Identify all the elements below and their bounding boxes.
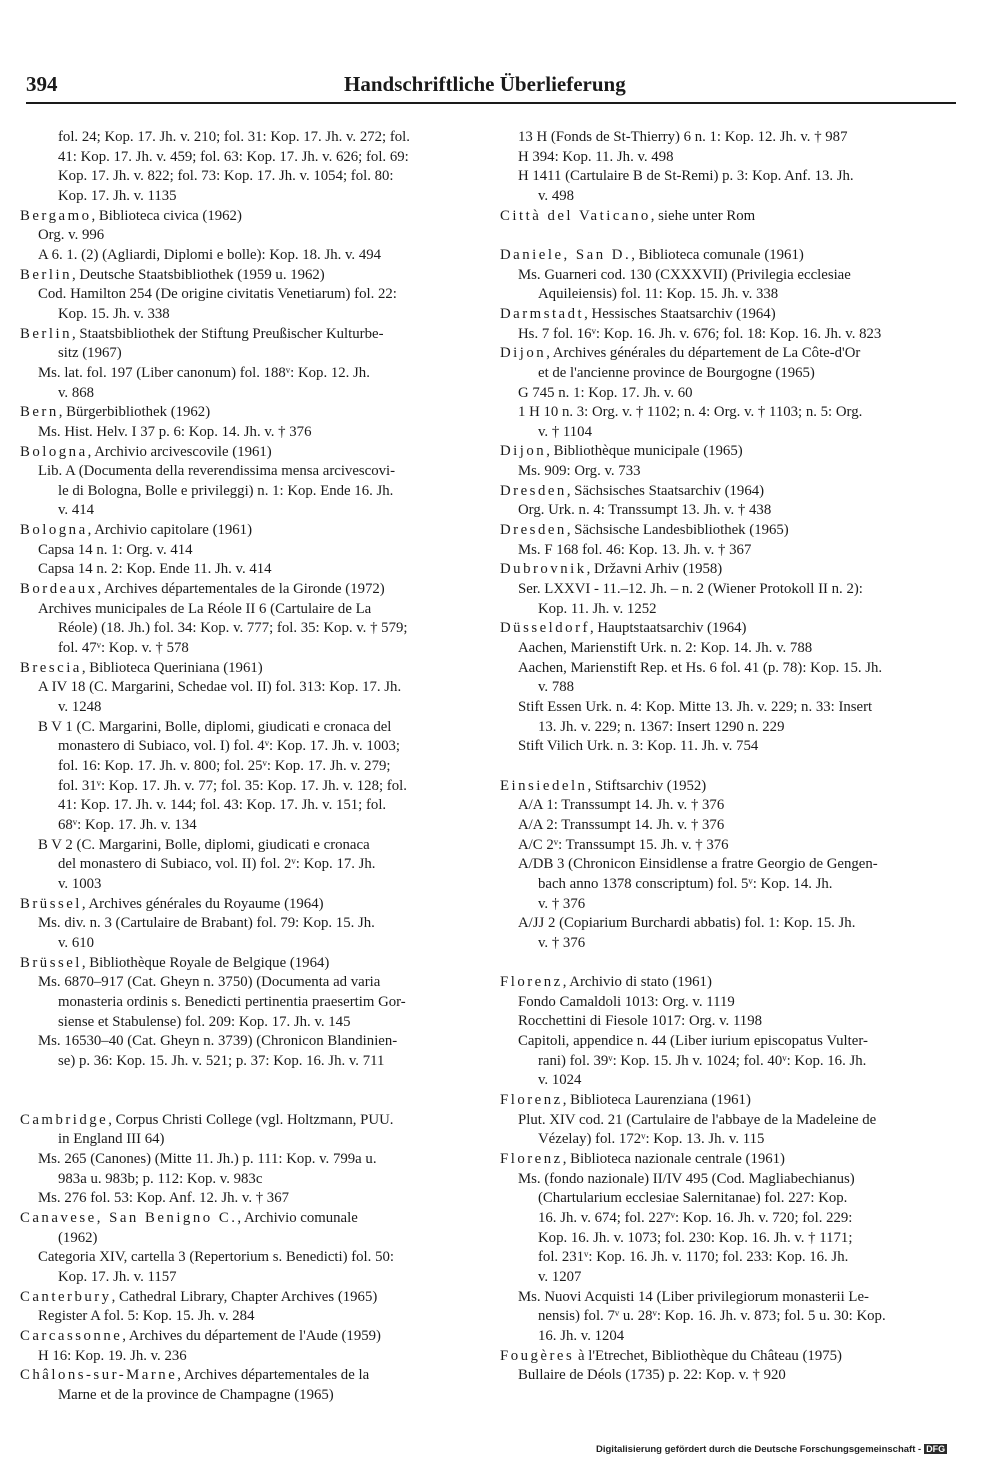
entry-text: Ms. (fondo nazionale) II/IV 495 (Cod. Magliabechianus) <box>518 1170 855 1187</box>
entry-text: , Archivio arcivescovile (1961) <box>87 443 272 460</box>
entry-text: , Stiftsarchiv (1952) <box>587 777 707 794</box>
entry-line <box>500 167 960 187</box>
entry-text: Ms. lat. fol. 197 (Liber canonum) fol. 188ᵛ: Kop. 12. Jh. <box>38 364 370 381</box>
entry-text: Kop. 11. Jh. v. 1252 <box>538 600 657 617</box>
entry-text: v. 1248 <box>58 699 102 716</box>
entry-line <box>500 1248 960 1268</box>
entry-heading-line <box>500 482 960 502</box>
entry-line <box>20 1130 475 1150</box>
entry-line <box>500 1288 960 1308</box>
entry-line <box>500 678 960 698</box>
entry-line <box>20 384 475 404</box>
entry-line <box>20 1268 475 1288</box>
entry-line <box>500 187 960 207</box>
entry-heading-line <box>500 344 960 364</box>
entry-line <box>20 973 475 993</box>
entry-text: 41: Kop. 17. Jh. v. 144; fol. 43: Kop. 17. Jh. v. 151; fol. <box>58 797 387 814</box>
entry-line <box>500 698 960 718</box>
entry-line <box>20 777 475 797</box>
entry-line <box>500 1229 960 1249</box>
place-name: Brüssel <box>20 954 82 971</box>
place-name: Berlin <box>20 325 72 342</box>
entry-text: Ms. 265 (Canones) (Mitte 11. Jh.) p. 111: Kop. v. 799a u. <box>38 1151 377 1168</box>
entry-text: fol. 16: Kop. 17. Jh. v. 800; fol. 25ᵛ: Kop. 17. Jh. v. 279; <box>58 758 391 774</box>
entry-text: , Hessisches Staatsarchiv (1964) <box>584 305 776 322</box>
place-name: Bergamo <box>20 207 92 224</box>
entry-line <box>20 619 475 639</box>
place-name: Fougères <box>500 1347 575 1364</box>
entry-text: , Biblioteca Queriniana (1961) <box>81 659 263 676</box>
entry-text: Bullaire de Déols (1735) p. 22: Kop. v. † 920 <box>518 1367 786 1384</box>
entry-text: et de l'ancienne province de Bourgogne (1965) <box>538 364 815 381</box>
blank-line <box>500 226 960 246</box>
place-name: Dijon <box>500 345 547 362</box>
page-header <box>26 72 956 104</box>
entry-line <box>20 639 475 659</box>
entry-line <box>20 796 475 816</box>
entry-text: le di Bologna, Bolle e privileggi) n. 1: Kop. Ende 16. Jh. <box>58 482 394 499</box>
entry-text: 16. Jh. v. 1204 <box>538 1327 625 1344</box>
entry-text: Org. v. 996 <box>38 227 105 244</box>
entry-text: Ms. Guarneri cod. 130 (CXXXVII) (Privilegia ecclesiae <box>518 266 851 283</box>
entry-heading-line <box>500 560 960 580</box>
entry-line <box>20 757 475 777</box>
entry-text: , Archives départementales de la <box>177 1367 370 1384</box>
entry-text: , Biblioteca comunale (1961) <box>631 246 804 263</box>
dfg-logo: DFG <box>926 1444 946 1454</box>
entry-line <box>500 423 960 443</box>
entry-line <box>20 1386 475 1406</box>
entry-line <box>20 462 475 482</box>
entry-text: A/A 1: Transsumpt 14. Jh. v. † 376 <box>518 797 725 814</box>
entry-line <box>20 482 475 502</box>
place-name: Bordeaux <box>20 581 98 598</box>
entry-text: A/JJ 2 (Copiarium Burchardi abbatis) fol. 1: Kop. 15. Jh. <box>518 915 856 932</box>
entry-line <box>20 1189 475 1209</box>
blank-line <box>20 1072 475 1092</box>
place-name: Dresden <box>500 482 567 499</box>
entry-text: Kop. 16. Jh. v. 1073; fol. 230: Kop. 16. Jh. v. † 1171; <box>538 1229 853 1246</box>
entry-text: Ms. 6870–917 (Cat. Gheyn n. 3750) (Documenta ad varia <box>38 974 381 991</box>
entry-line <box>20 855 475 875</box>
entry-heading-line <box>20 1366 475 1386</box>
entry-heading-line <box>20 403 475 423</box>
entry-text: , Biblioteca nazionale centrale (1961) <box>562 1151 785 1168</box>
entry-text: Ms. Hist. Helv. I 37 p. 6: Kop. 14. Jh. v. † 376 <box>38 423 312 440</box>
entry-heading-line <box>500 1347 960 1367</box>
place-name: Berlin <box>20 266 72 283</box>
entry-line <box>500 895 960 915</box>
entry-text: v. † 376 <box>538 934 586 951</box>
entry-line <box>20 541 475 561</box>
entry-text: Capitoli, appendice n. 44 (Liber iurium episcopatus Vulter- <box>518 1033 868 1050</box>
entry-text: 983a u. 983b; p. 112: Kop. v. 983c <box>58 1170 263 1187</box>
entry-text: , Archivio di stato (1961) <box>562 974 712 991</box>
entry-heading-line <box>20 895 475 915</box>
entry-text: Ms. Nuovi Acquisti 14 (Liber privilegiorum monasterii Le- <box>518 1288 869 1305</box>
entry-text: , Archives du département de l'Aude (1959) <box>122 1328 381 1344</box>
entry-text: , Hauptstaatsarchiv (1964) <box>589 620 747 637</box>
entry-text: H 16: Kop. 19. Jh. v. 236 <box>38 1347 187 1364</box>
entry-text: , Deutsche Staatsbibliothek (1959 u. 1962) <box>72 266 325 283</box>
entry-line <box>20 501 475 521</box>
place-name: Bologna <box>20 443 88 460</box>
entry-text: Ms. 909: Org. v. 733 <box>518 463 641 480</box>
entry-text: Ms. 276 fol. 53: Kop. Anf. 12. Jh. v. † 367 <box>38 1190 290 1207</box>
entry-line <box>500 1071 960 1091</box>
entry-heading-line <box>20 1209 475 1229</box>
entry-text: , Archives départementales de la Gironde (1972) <box>97 581 385 598</box>
entry-line <box>500 1327 960 1347</box>
entry-text: Aachen, Marienstift Urk. n. 2: Kop. 14. Jh. v. 788 <box>518 640 813 657</box>
entry-text: , Bürgerbibliothek (1962) <box>58 404 211 421</box>
entry-text: G 745 n. 1: Kop. 17. Jh. v. 60 <box>518 384 693 401</box>
entry-text: v. 788 <box>538 679 575 696</box>
entry-heading-line <box>20 521 475 541</box>
blank-line <box>20 1091 475 1111</box>
entry-text: H 1411 (Cartulaire B de St-Remi) p. 3: Kop. Anf. 13. Jh. <box>518 168 854 185</box>
entry-heading-line <box>500 1091 960 1111</box>
entry-heading-line <box>20 1288 475 1308</box>
entry-line <box>500 325 960 345</box>
entry-heading-line <box>500 246 960 266</box>
entry-line <box>20 285 475 305</box>
entry-line <box>500 1189 960 1209</box>
entry-text: Categoria XIV, cartella 3 (Repertorium s. Benedicti) fol. 50: <box>38 1249 394 1266</box>
entry-text: fol. 24; Kop. 17. Jh. v. 210; fol. 31: Kop. 17. Jh. v. 272; fol. <box>58 129 410 145</box>
right-column <box>500 128 960 1386</box>
entry-line <box>20 1150 475 1170</box>
entry-text: monastero di Subiaco, vol. I) fol. 4ᵛ: Kop. 17. Jh. v. 1003; <box>58 738 401 755</box>
entry-text: Kop. 15. Jh. v. 338 <box>58 305 170 322</box>
entry-text: Réole) (18. Jh.) fol. 34: Kop. v. 777; fol. 35: Kop. v. † 579; <box>58 620 408 637</box>
place-name: Dubrovnik <box>500 561 587 578</box>
entry-line <box>500 266 960 286</box>
entry-text: , Archives générales du Royaume (1964) <box>81 895 324 912</box>
entry-text: (Chartularium ecclesiae Salernitanae) fol. 227: Kop. <box>538 1190 848 1207</box>
entry-text: Register A fol. 5: Kop. 15. Jh. v. 284 <box>38 1308 255 1325</box>
entry-line <box>20 836 475 856</box>
entry-text: rani) fol. 39ᵛ: Kop. 15. Jh v. 1024; fol. 40ᵛ: Kop. 16. Jh. <box>538 1052 867 1069</box>
entry-text: , Cathedral Library, Chapter Archives (1965) <box>111 1288 378 1305</box>
entry-text: A/A 2: Transsumpt 14. Jh. v. † 376 <box>518 816 725 833</box>
entry-text: B V 2 (C. Margarini, Bolle, diplomi, giudicati e cronaca <box>38 836 370 853</box>
left-column <box>20 128 475 1406</box>
page-number: 394 <box>26 72 58 96</box>
entry-text: nensis) fol. 7ᵛ u. 28ᵛ: Kop. 16. Jh. v. 873; fol. 5 u. 30: Kop. <box>538 1308 886 1325</box>
entry-line <box>20 1013 475 1033</box>
place-name: Brüssel <box>20 895 82 912</box>
place-name: Darmstadt <box>500 305 585 322</box>
entry-text: Vézelay) fol. 172ᵛ: Kop. 13. Jh. v. 115 <box>538 1131 765 1148</box>
place-name: Bologna <box>20 522 88 539</box>
entry-line <box>500 128 960 148</box>
entry-heading-line <box>20 1111 475 1131</box>
entry-line <box>500 855 960 875</box>
entry-line <box>500 1170 960 1190</box>
entry-line <box>500 1130 960 1150</box>
entry-text: Capsa 14 n. 2: Kop. Ende 11. Jh. v. 414 <box>38 561 272 578</box>
place-name: Canavese, San Benigno C. <box>20 1210 238 1227</box>
place-name: Einsiedeln <box>500 777 588 794</box>
running-title: Handschriftliche Überlieferung <box>344 72 626 96</box>
place-name: Düsseldorf <box>500 620 590 637</box>
entry-heading-line <box>500 442 960 462</box>
entry-line <box>500 816 960 836</box>
entry-text: v. † 1104 <box>538 423 592 440</box>
entry-text: Archives municipales de La Réole II 6 (Cartulaire de La <box>38 600 372 617</box>
entry-line <box>20 1229 475 1249</box>
entry-text: del monastero di Subiaco, vol. II) fol. 2ᵛ: Kop. 17. Jh. <box>58 856 376 873</box>
blank-line <box>500 954 960 974</box>
entry-text: 41: Kop. 17. Jh. v. 459; fol. 63: Kop. 17. Jh. v. 626; fol. 69: <box>58 148 409 165</box>
entry-line <box>20 305 475 325</box>
entry-text: Lib. A (Documenta della reverendissima mensa arcivescovi- <box>38 463 396 480</box>
entry-text: Stift Essen Urk. n. 4: Kop. Mitte 13. Jh. v. 229; n. 33: Insert <box>518 699 873 716</box>
entry-heading-line <box>500 521 960 541</box>
entry-text: 13 H (Fonds de St-Thierry) 6 n. 1: Kop. 12. Jh. v. † 987 <box>518 129 848 145</box>
place-name: Florenz <box>500 1092 563 1109</box>
entry-text: A 6. 1. (2) (Agliardi, Diplomi e bolle): Kop. 18. Jh. v. 494 <box>38 246 382 263</box>
entry-heading-line <box>500 619 960 639</box>
entry-text: 13. Jh. v. 229; n. 1367: Insert 1290 n. 229 <box>538 718 785 735</box>
entry-heading-line <box>20 266 475 286</box>
entry-line <box>500 1268 960 1288</box>
entry-line <box>20 1248 475 1268</box>
entry-line <box>500 796 960 816</box>
place-name: Carcassonne <box>20 1328 123 1344</box>
entry-text: A IV 18 (C. Margarini, Schedae vol. II) fol. 313: Kop. 17. Jh. <box>38 679 402 696</box>
entry-text: Plut. XIV cod. 21 (Cartulaire de l'abbaye de la Madeleine de <box>518 1111 877 1128</box>
entry-line <box>500 1209 960 1229</box>
entry-line <box>500 148 960 168</box>
entry-heading-line <box>20 207 475 227</box>
funding-footer <box>596 1444 947 1455</box>
place-name: Dresden <box>500 522 567 539</box>
entry-text: 68ᵛ: Kop. 17. Jh. v. 134 <box>58 816 197 833</box>
entry-heading-line <box>500 305 960 325</box>
entry-line <box>20 600 475 620</box>
entry-heading-line <box>20 954 475 974</box>
entry-line <box>500 1307 960 1327</box>
entry-line <box>20 1307 475 1327</box>
entry-line <box>500 501 960 521</box>
entry-text: A/C 2ᵛ: Transsumpt 15. Jh. v. † 376 <box>518 836 729 853</box>
entry-text: , Archivio capitolare (1961) <box>87 522 253 539</box>
entry-line <box>500 285 960 305</box>
entry-line <box>20 364 475 384</box>
place-name: Florenz <box>500 1151 563 1168</box>
entry-text: Hs. 7 fol. 16ᵛ: Kop. 16. Jh. v. 676; fol. 18: Kop. 16. Jh. v. 823 <box>518 325 882 342</box>
entry-line <box>500 541 960 561</box>
entry-line <box>500 403 960 423</box>
entry-line <box>20 678 475 698</box>
blank-line <box>500 757 960 777</box>
entry-text: Ms. F 168 fol. 46: Kop. 13. Jh. v. † 367 <box>518 541 752 558</box>
entry-line <box>500 1052 960 1072</box>
entry-text: 16. Jh. v. 674; fol. 227ᵛ: Kop. 16. Jh. v. 720; fol. 229: <box>538 1210 853 1227</box>
entry-line <box>20 423 475 443</box>
entry-line <box>20 226 475 246</box>
entry-text: Stift Vilich Urk. n. 3: Kop. 11. Jh. v. 754 <box>518 738 759 755</box>
entry-text: Aachen, Marienstift Rep. et Hs. 6 fol. 41 (p. 78): Kop. 15. Jh. <box>518 659 883 676</box>
entry-text: à l'Etrechet, Bibliothèque du Château (1975) <box>574 1347 842 1364</box>
entry-text: Marne et de la province de Champagne (1965) <box>58 1386 334 1403</box>
entry-text: , Državni Arhiv (1958) <box>586 561 723 578</box>
place-name: Cambridge <box>20 1111 109 1128</box>
entry-text: in England III 64) <box>58 1131 165 1148</box>
entry-text: , Bibliothèque Royale de Belgique (1964) <box>81 954 330 971</box>
entry-heading-line <box>20 443 475 463</box>
entry-line <box>500 1366 960 1386</box>
entry-line <box>500 639 960 659</box>
entry-text: v. † 376 <box>538 895 586 912</box>
entry-text: sitz (1967) <box>58 345 122 362</box>
entry-line <box>500 364 960 384</box>
entry-line <box>20 816 475 836</box>
entry-text: v. 610 <box>58 934 95 951</box>
entry-text: Kop. 17. Jh. v. 1135 <box>58 187 177 204</box>
entry-line <box>20 344 475 364</box>
entry-line <box>20 148 475 168</box>
entry-line <box>500 659 960 679</box>
entry-heading-line <box>20 325 475 345</box>
entry-text: B V 1 (C. Margarini, Bolle, diplomi, giudicati e cronaca del <box>38 718 392 735</box>
entry-text: Aquileiensis) fol. 11: Kop. 15. Jh. v. 338 <box>538 286 779 303</box>
entry-text: , siehe unter Rom <box>650 207 756 224</box>
entry-line <box>500 1012 960 1032</box>
entry-line <box>500 1111 960 1131</box>
entry-text: v. 414 <box>58 502 95 519</box>
entry-line <box>20 737 475 757</box>
entry-line <box>500 836 960 856</box>
entry-line <box>20 875 475 895</box>
place-name: Città del Vaticano <box>500 207 651 224</box>
entry-text: Ser. LXXVI - 11.–12. Jh. – n. 2 (Wiener Protokoll II n. 2): <box>518 581 863 598</box>
entry-heading-line <box>500 1150 960 1170</box>
entry-line <box>20 1170 475 1190</box>
entry-heading-line <box>500 777 960 797</box>
place-name: Brescia <box>20 659 82 676</box>
entry-line <box>20 128 475 148</box>
entry-text: Kop. 17. Jh. v. 822; fol. 73: Kop. 17. Jh. v. 1054; fol. 80: <box>58 168 394 185</box>
entry-text: v. 1024 <box>538 1072 582 1089</box>
entry-text: , Sächsisches Staatsarchiv (1964) <box>566 482 765 499</box>
entry-text: Ms. div. n. 3 (Cartulaire de Brabant) fol. 79: Kop. 15. Jh. <box>38 915 375 932</box>
entry-line <box>500 1032 960 1052</box>
place-name: Florenz <box>500 974 563 991</box>
entry-text: , Biblioteca civica (1962) <box>91 207 242 224</box>
entry-text: , Biblioteca Laurenziana (1961) <box>562 1092 751 1109</box>
entry-text: v. 498 <box>538 187 575 204</box>
entry-text: fol. 231ᵛ: Kop. 16. Jh. v. 1170; fol. 233: Kop. 16. Jh. <box>538 1249 849 1266</box>
entry-line <box>500 993 960 1013</box>
entry-text: , Bibliothèque municipale (1965) <box>546 443 743 460</box>
entry-heading-line <box>20 1327 475 1347</box>
entry-line <box>20 993 475 1013</box>
entry-line <box>20 187 475 207</box>
entry-line <box>20 1052 475 1072</box>
entry-text: A/DB 3 (Chronicon Einsidlense a fratre Georgio de Gengen- <box>518 856 878 873</box>
entry-line <box>20 246 475 266</box>
entry-line <box>20 914 475 934</box>
place-name: Daniele, San D. <box>500 246 632 263</box>
entry-text: v. 1003 <box>58 875 102 892</box>
entry-text: , Archivio comunale <box>237 1210 358 1227</box>
entry-line <box>20 167 475 187</box>
entry-text: monasteria ordinis s. Benedicti pertinentia praesertim Gor- <box>58 993 406 1010</box>
entry-text: (1962) <box>58 1229 98 1246</box>
entry-text: H 394: Kop. 11. Jh. v. 498 <box>518 148 674 165</box>
entry-line <box>500 737 960 757</box>
entry-text: Fondo Camaldoli 1013: Org. v. 1119 <box>518 993 735 1010</box>
footer-text: Digitalisierung gefördert durch die Deutsche Forschungsgemeinschaft - <box>596 1444 922 1455</box>
entry-text: Cod. Hamilton 254 (De origine civitatis Venetiarum) fol. 22: <box>38 286 397 303</box>
entry-heading-line <box>20 580 475 600</box>
place-name: Bern <box>20 404 59 421</box>
entry-line <box>500 875 960 895</box>
entry-text: bach anno 1378 conscriptum) fol. 5ᵛ: Kop. 14. Jh. <box>538 875 833 892</box>
entry-line <box>20 934 475 954</box>
entry-line <box>20 560 475 580</box>
place-name: Châlons-sur-Marne <box>20 1367 178 1384</box>
entry-text: , Archives générales du département de La Côte-d'Or <box>546 345 861 362</box>
entry-text: Kop. 17. Jh. v. 1157 <box>58 1269 177 1286</box>
entry-line <box>500 934 960 954</box>
entry-text: , Corpus Christi College (vgl. Holtzmann, PUU. <box>108 1111 394 1128</box>
entry-text: 1 H 10 n. 3: Org. v. † 1102; n. 4: Org. v. † 1103; n. 5: Org. <box>518 404 863 421</box>
entry-text: siense et Stabulense) fol. 209: Kop. 17. Jh. v. 145 <box>58 1013 351 1030</box>
entry-line <box>20 718 475 738</box>
entry-text: Ms. 16530–40 (Cat. Gheyn n. 3739) (Chronicon Blandinien- <box>38 1033 398 1050</box>
entry-line <box>500 462 960 482</box>
entry-text: Org. Urk. n. 4: Transsumpt 13. Jh. v. † 438 <box>518 502 772 519</box>
entry-line <box>500 580 960 600</box>
entry-line <box>20 1347 475 1367</box>
entry-text: , Sächsische Landesbibliothek (1965) <box>566 522 789 539</box>
place-name: Canterbury <box>20 1288 112 1305</box>
entry-text: v. 1207 <box>538 1269 582 1286</box>
entry-text: Capsa 14 n. 1: Org. v. 414 <box>38 541 193 558</box>
entry-line <box>500 718 960 738</box>
entry-text: fol. 31ᵛ: Kop. 17. Jh. v. 77; fol. 35: Kop. 17. Jh. v. 128; fol. <box>58 777 407 794</box>
entry-heading-line <box>500 973 960 993</box>
entry-line <box>500 914 960 934</box>
entry-line <box>500 384 960 404</box>
entry-text: fol. 47ᵛ: Kop. v. † 578 <box>58 640 189 657</box>
entry-line <box>500 600 960 620</box>
entry-line <box>20 1032 475 1052</box>
place-name: Dijon <box>500 443 547 460</box>
entry-heading-line <box>20 659 475 679</box>
entry-heading-line <box>500 207 960 227</box>
entry-text: Rocchettini di Fiesole 1017: Org. v. 1198 <box>518 1013 762 1030</box>
entry-line <box>20 698 475 718</box>
entry-text: se) p. 36: Kop. 15. Jh. v. 521; p. 37: Kop. 16. Jh. v. 711 <box>58 1052 385 1069</box>
entry-text: v. 868 <box>58 384 95 401</box>
entry-text: , Staatsbibliothek der Stiftung Preußischer Kulturbe- <box>72 325 384 342</box>
